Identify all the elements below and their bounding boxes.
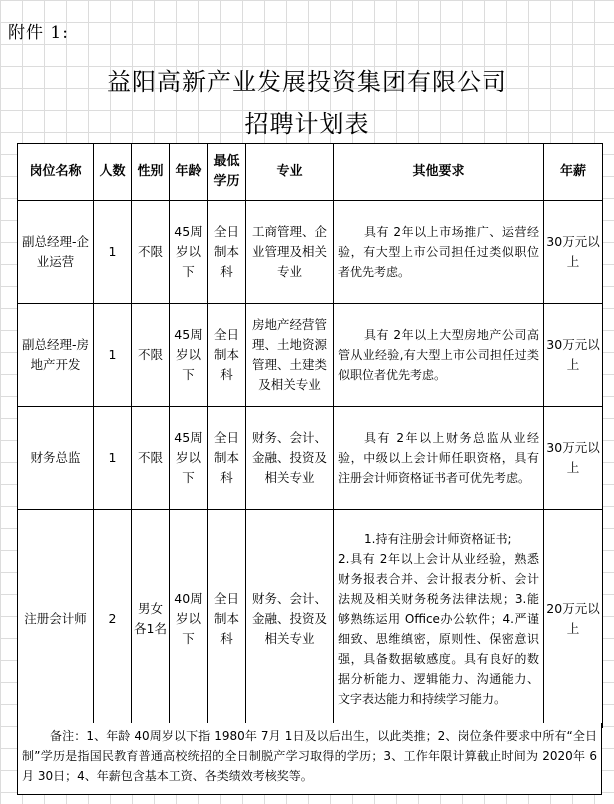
cell-position: 注册会计师 (18, 510, 94, 728)
header-salary: 年薪 (544, 144, 603, 201)
header-gender: 性别 (132, 144, 170, 201)
table-note: 备注：1、年龄 40周岁以下指 1980年 7月 1日及以后出生，以此类推；2、岗位条件要求中所有“全日制”学历是指国民教育普通高校统招的全日制脱产学习取得的学历；3、工作年限计算截止时间为 2020年 6月 30日；4、年薪包含基本工资、各类绩效考核奖等。 (17, 723, 602, 795)
cell-gender: 不限 (132, 201, 170, 304)
cell-age: 45周岁以下 (170, 201, 208, 304)
cell-major: 房地产经营管理、土地资源管理、土建类及相关专业 (246, 304, 334, 407)
header-education: 最低学历 (208, 144, 246, 201)
header-position: 岗位名称 (18, 144, 94, 201)
cell-major: 财务、会计、金融、投资及相关专业 (246, 510, 334, 728)
cell-age: 40周岁以下 (170, 510, 208, 728)
header-requirements: 其他要求 (334, 144, 544, 201)
cell-major: 财务、会计、金融、投资及相关专业 (246, 407, 334, 510)
cell-gender: 不限 (132, 304, 170, 407)
cell-requirements (334, 510, 544, 728)
cell-major: 工商管理、企业管理及相关专业 (246, 201, 334, 304)
cell-education: 全日制本科 (208, 304, 246, 407)
plan-title: 招聘计划表 (244, 110, 370, 138)
table-row (18, 201, 603, 304)
cell-requirements: 具有 2年以上大型房地产公司高管从业经验,有大型上市公司担任过类似职位者优先考虑。 (334, 304, 544, 407)
table-row (18, 407, 603, 510)
cell-requirements: 具有 2年以上市场推广、运营经验，有大型上市公司担任过类似职位者优先考虑。 (334, 201, 544, 304)
cell-education: 全日制本科 (208, 201, 246, 304)
cell-gender: 男女各1名 (132, 510, 170, 728)
table-row (18, 510, 603, 728)
cell-age: 45周岁以下 (170, 407, 208, 510)
cell-position: 副总经理-企业运营 (18, 201, 94, 304)
header-major: 专业 (246, 144, 334, 201)
table-header-row (18, 144, 603, 201)
attachment-label: 附件 1: (8, 23, 69, 43)
cell-requirements: 具有 2年以上财务总监从业经验，中级以上会计师任职资格，具有注册会计师资格证书者可优先考虑。 (334, 407, 544, 510)
requirements-items-rest: 2.具有 2年以上会计从业经验，熟悉财务报表合并、会计报表分析、会计法规及相关财务税务法律法规；3.能够熟练运用 Office办公软件；4.严谨细致、思维缜密，原则性、保密意识强，具备数据敏感度。具有良好的数据分析能力、逻辑能力、沟通能力、文字表达能力和持续学习能力。 (338, 551, 539, 706)
cell-education: 全日制本科 (208, 510, 246, 728)
header-age: 年龄 (170, 144, 208, 201)
company-title: 益阳高新产业发展投资集团有限公司 (107, 68, 507, 96)
cell-count: 1 (94, 201, 132, 304)
cell-salary: 30万元以上 (544, 201, 603, 304)
cell-position: 财务总监 (18, 407, 94, 510)
cell-count: 2 (94, 510, 132, 728)
header-count: 人数 (94, 144, 132, 201)
cell-education: 全日制本科 (208, 407, 246, 510)
cell-salary: 20万元以上 (544, 510, 603, 728)
cell-salary: 30万元以上 (544, 304, 603, 407)
cell-salary: 30万元以上 (544, 407, 603, 510)
cell-gender: 不限 (132, 407, 170, 510)
cell-position: 副总经理-房地产开发 (18, 304, 94, 407)
table-row (18, 304, 603, 407)
cell-count: 1 (94, 304, 132, 407)
cell-age: 45周岁以下 (170, 304, 208, 407)
recruitment-table (17, 143, 603, 728)
requirements-item-1: 1.持有注册会计师资格证书; (364, 531, 512, 546)
cell-count: 1 (94, 407, 132, 510)
